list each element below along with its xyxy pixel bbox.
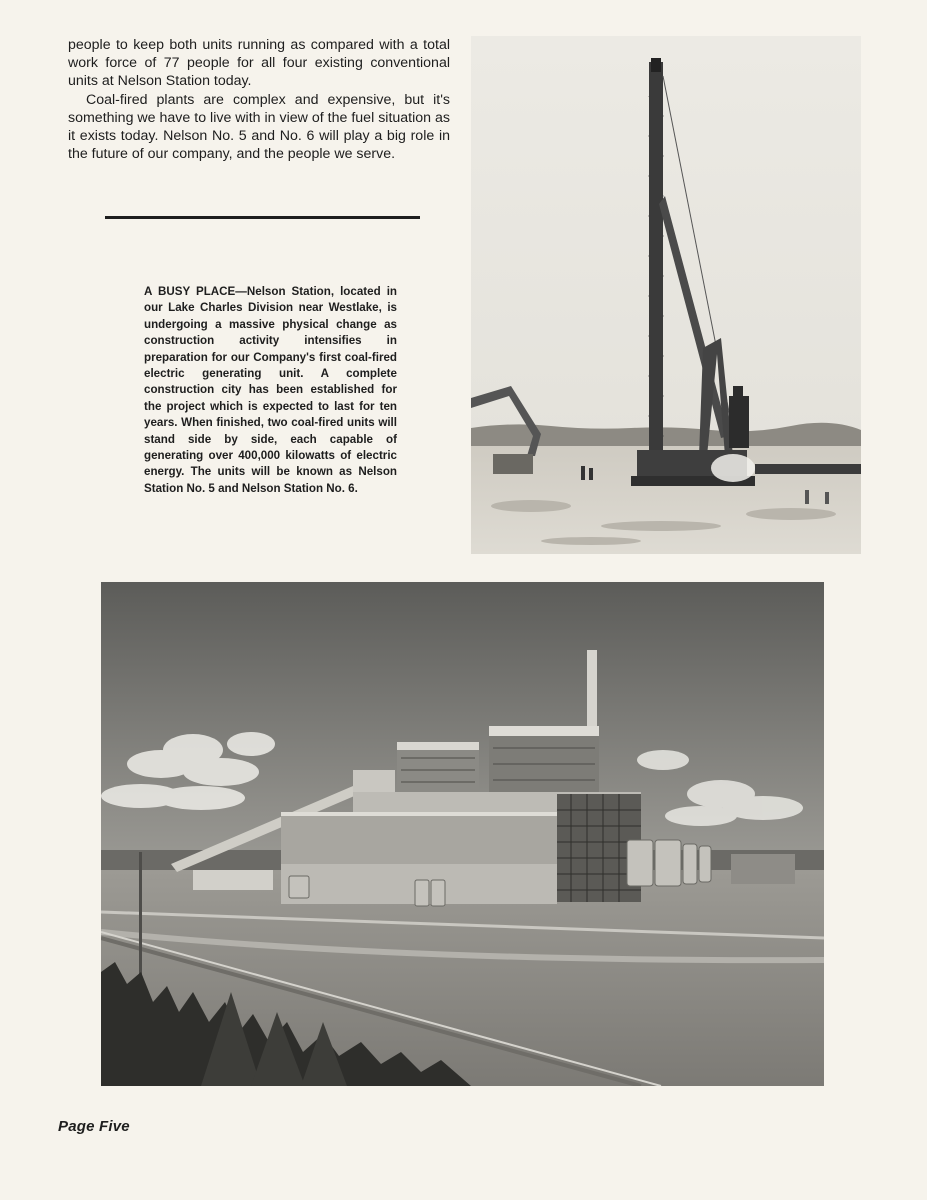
section-divider — [105, 216, 420, 219]
power-plant-rendering — [101, 582, 824, 1086]
article-body — [68, 36, 450, 163]
construction-rig-photo — [471, 36, 861, 554]
article-paragraph-1: people to keep both units running as compared with a total work force of 77 people for all four existing conventional units at Nelson Station today. — [68, 37, 450, 90]
photo-caption: A BUSY PLACE—Nelson Station, located in our Lake Charles Division near Westlake, is undergoing a massive physical change as construction activity intensifies in preparation for our Company's first coal-fired electric generating unit. A complete construction city has been established for the project which is expected to last for ten years. When finished, two coal-fired units will stand side by side, each capable of generating over 400,000 kilowatts of electric energy. The units will be known as Nelson Station No. 5 and Nelson Station No. 6. — [144, 285, 397, 495]
page-number: Page Five — [58, 1118, 130, 1135]
article-paragraph-2: Coal-fired plants are complex and expensive, but it's something we have to live with in view of the fuel situation as it exists today. Nelson No. 5 and No. 6 will play a big role in the future of our company, and the people we serve. — [68, 91, 450, 163]
